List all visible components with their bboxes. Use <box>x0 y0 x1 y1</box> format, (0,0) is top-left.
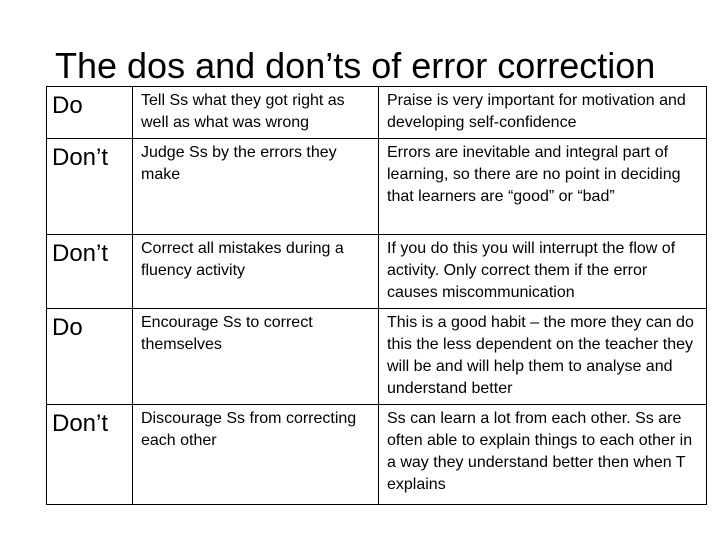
reason-cell: If you do this you will interrupt the flow of activity. Only correct them if the error causes miscommunication <box>379 235 707 309</box>
error-correction-table <box>46 86 707 505</box>
reason-cell: Praise is very important for motivation and developing self-confidence <box>379 87 707 139</box>
action-cell: Tell Ss what they got right as well as what was wrong <box>133 87 379 139</box>
rule-type-cell: Do <box>47 87 133 139</box>
rule-type-cell: Don’t <box>47 405 133 505</box>
rule-type-cell: Don’t <box>47 139 133 235</box>
rule-type-cell: Do <box>47 309 133 405</box>
slide-title: The dos and don’ts of error correction <box>55 45 656 86</box>
action-cell: Judge Ss by the errors they make <box>133 139 379 235</box>
reason-cell: This is a good habit – the more they can do this the less dependent on the teacher they will be and will help them to analyse and understand better <box>379 309 707 405</box>
table-row <box>47 139 707 235</box>
rule-type-cell: Don’t <box>47 235 133 309</box>
table-row <box>47 405 707 505</box>
action-cell: Discourage Ss from correcting each other <box>133 405 379 505</box>
table-row <box>47 309 707 405</box>
reason-cell: Errors are inevitable and integral part of learning, so there are no point in deciding that learners are “good” or “bad” <box>379 139 707 235</box>
action-cell: Correct all mistakes during a fluency activity <box>133 235 379 309</box>
reason-cell: Ss can learn a lot from each other. Ss are often able to explain things to each other in a way they understand better then when T explains <box>379 405 707 505</box>
table-row <box>47 87 707 139</box>
action-cell: Encourage Ss to correct themselves <box>133 309 379 405</box>
table-row <box>47 235 707 309</box>
